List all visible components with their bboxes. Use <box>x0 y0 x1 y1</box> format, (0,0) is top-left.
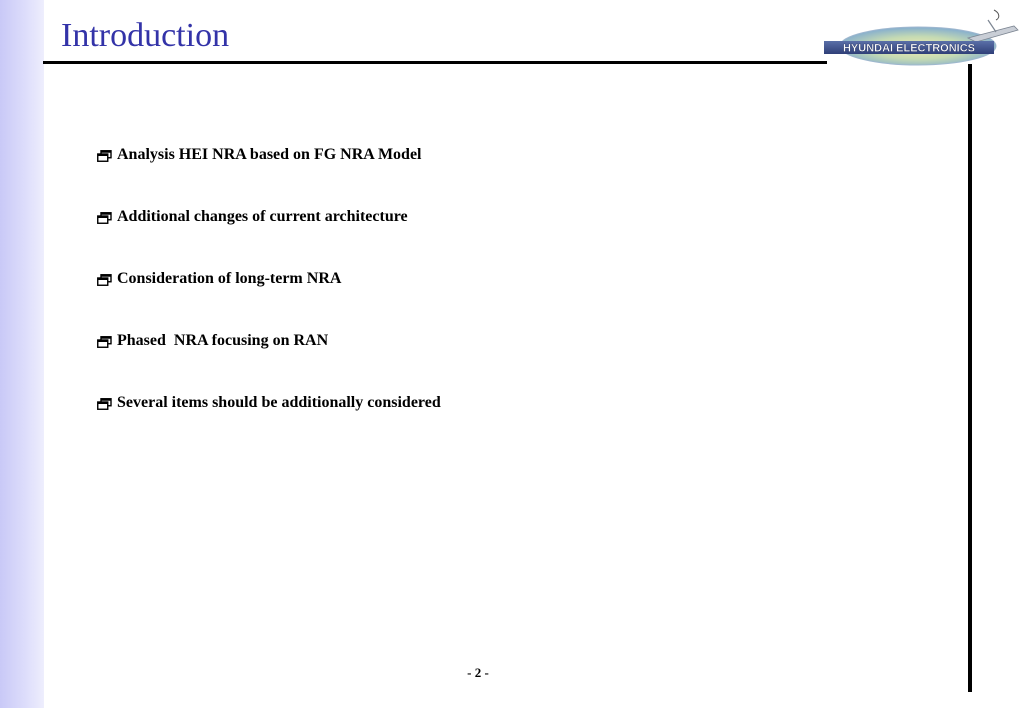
bullet-item <box>96 143 441 205</box>
bullet-item <box>96 205 441 267</box>
bullet-text: Phased NRA focusing on RAN <box>117 332 329 349</box>
bullet-item <box>96 391 441 453</box>
page-number: - 2 - <box>467 665 489 680</box>
hyundai-electronics-logo <box>818 8 1023 68</box>
window-restore-icon <box>96 143 114 167</box>
bullet-item <box>96 329 441 391</box>
logo-wordmark: HYUNDAI ELECTRONICS <box>842 42 976 55</box>
window-restore-icon <box>96 391 114 415</box>
window-restore-icon <box>96 205 114 229</box>
logo-graphic <box>818 8 1023 68</box>
slide-title: Introduction <box>61 17 230 54</box>
bullet-item <box>96 267 441 329</box>
bullet-list <box>96 143 441 453</box>
title-underline <box>43 61 827 64</box>
right-vertical-rule <box>968 64 972 692</box>
bullet-text: Consideration of long-term NRA <box>117 270 342 287</box>
window-restore-icon <box>96 329 114 353</box>
bullet-text: Analysis HEI NRA based on FG NRA Model <box>117 146 422 163</box>
window-restore-icon <box>96 267 114 291</box>
left-decorative-band <box>0 0 44 708</box>
bullet-text: Additional changes of current architecture <box>117 208 408 225</box>
bullet-text: Several items should be additionally considered <box>117 394 441 411</box>
